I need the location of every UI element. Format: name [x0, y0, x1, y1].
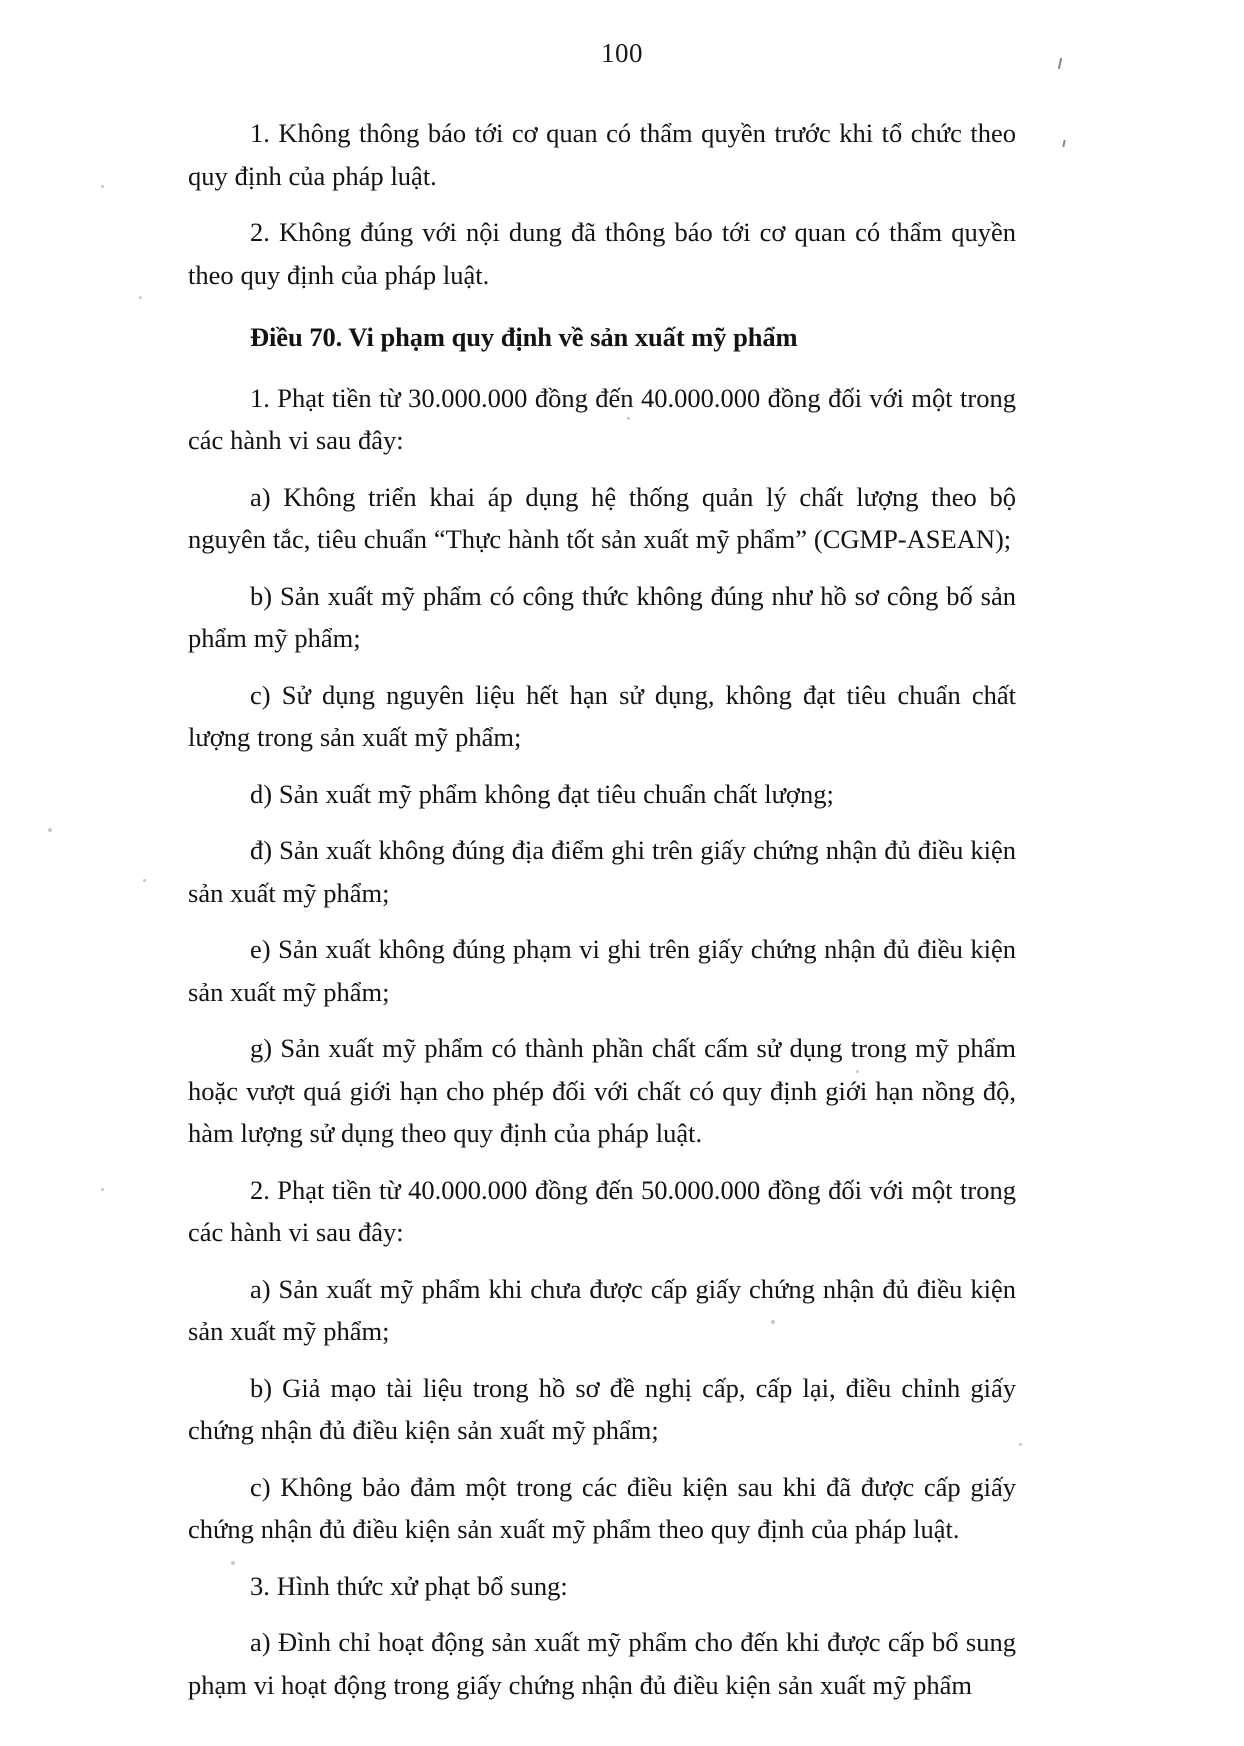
scan-artifact: [1062, 140, 1065, 147]
paragraph-article-70-2-b: b) Giả mạo tài liệu trong hồ sơ đề nghị cấp, cấp lại, điều chỉnh giấy chứng nhận đủ điều kiện sản xuất mỹ phẩm;: [188, 1372, 1016, 1445]
paragraph-article-70-1-c: c) Sử dụng nguyên liệu hết hạn sử dụng, không đạt tiêu chuẩn chất lượng trong sản xuất mỹ phẩm;: [188, 679, 1016, 752]
paragraph-article-70-1-b: b) Sản xuất mỹ phẩm có công thức không đúng như hồ sơ công bố sản phẩm mỹ phẩm;: [188, 580, 1016, 653]
paragraph-article-70-2-a: a) Sản xuất mỹ phẩm khi chưa được cấp giấy chứng nhận đủ điều kiện sản xuất mỹ phẩm;: [188, 1273, 1016, 1346]
scan-speck: [101, 185, 104, 188]
paragraph-article-70-1-dd: đ) Sản xuất không đúng địa điểm ghi trên giấy chứng nhận đủ điều kiện sản xuất mỹ phẩm;: [188, 835, 1016, 908]
paragraph-article-70-1-a: a) Không triển khai áp dụng hệ thống quản lý chất lượng theo bộ nguyên tắc, tiêu chuẩn “Thực hành tốt sản xuất mỹ phẩm” (CGMP-ASEAN);: [188, 481, 1016, 554]
article-70-heading: Điều 70. Vi phạm quy định về sản xuất mỹ phẩm: [250, 322, 798, 352]
scan-speck: [48, 828, 52, 832]
scan-speck: [101, 1188, 104, 1191]
paragraph-article-70-clause-2: 2. Phạt tiền từ 40.000.000 đồng đến 50.000.000 đồng đối với một trong các hành vi sau đây:: [188, 1174, 1016, 1247]
page-number: 100: [601, 38, 643, 68]
scan-speck: [143, 879, 146, 882]
paragraph-article-70-clause-3: 3. Hình thức xử phạt bổ sung:: [250, 1570, 568, 1601]
paragraph-article-70-1-e: e) Sản xuất không đúng phạm vi ghi trên giấy chứng nhận đủ điều kiện sản xuất mỹ phẩm;: [188, 934, 1016, 1007]
scan-speck: [1019, 1443, 1022, 1446]
scan-speck: [139, 296, 142, 299]
paragraph-article-70-clause-1: 1. Phạt tiền từ 30.000.000 đồng đến 40.000.000 đồng đối với một trong các hành vi sau đây:: [188, 382, 1016, 455]
paragraph-clause-2: 2. Không đúng với nội dung đã thông báo tới cơ quan có thẩm quyền theo quy định của pháp luật.: [188, 217, 1016, 290]
document-body: [188, 112, 1016, 1720]
paragraph-article-70-1-g: g) Sản xuất mỹ phẩm có thành phần chất cấm sử dụng trong mỹ phẩm hoặc vượt quá giới hạn cho phép đối với chất có quy định giới hạn nồng độ, hàm lượng sử dụng theo quy định của pháp luật.: [188, 1033, 1016, 1148]
paragraph-clause-1: 1. Không thông báo tới cơ quan có thẩm quyền trước khi tổ chức theo quy định của pháp luật.: [188, 118, 1016, 191]
paragraph-article-70-2-c: c) Không bảo đảm một trong các điều kiện sau khi đã được cấp giấy chứng nhận đủ điều kiện sản xuất mỹ phẩm theo quy định của pháp luật.: [188, 1471, 1016, 1544]
paragraph-article-70-1-d: d) Sản xuất mỹ phẩm không đạt tiêu chuẩn chất lượng;: [250, 778, 834, 809]
paragraph-article-70-3-a: a) Đình chỉ hoạt động sản xuất mỹ phẩm cho đến khi được cấp bổ sung phạm vi hoạt động trong giấy chứng nhận đủ điều kiện sản xuất mỹ phẩm: [188, 1627, 1016, 1700]
